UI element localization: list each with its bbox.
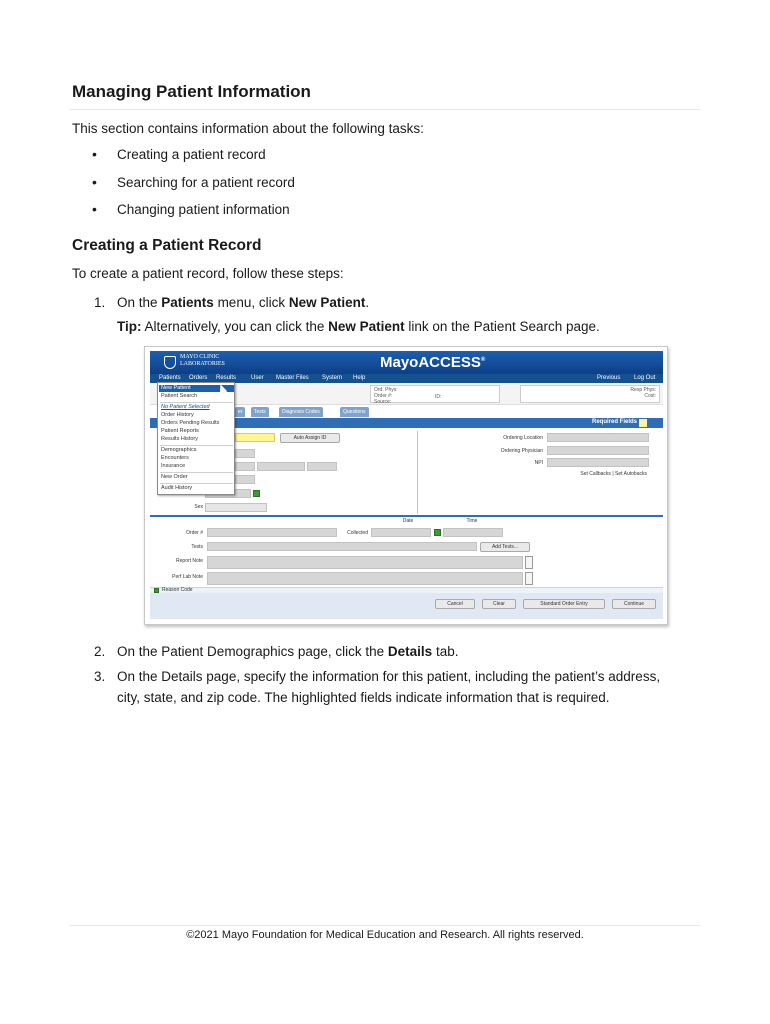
menu-item-no-patient: No Patient Selected bbox=[161, 404, 210, 410]
report-note-label: Report Note bbox=[176, 558, 203, 564]
calendar-icon[interactable] bbox=[253, 490, 260, 497]
middle-name-field[interactable] bbox=[257, 462, 305, 471]
app-name: MayoACCESS® bbox=[380, 354, 486, 371]
patients-dropdown-menu bbox=[157, 382, 235, 495]
order-info-box: Ord. Phys: Order #: Source: bbox=[370, 385, 500, 403]
set-autobacks-link[interactable]: Set Autobacks bbox=[615, 471, 647, 477]
list-item: • Searching for a patient record bbox=[72, 175, 295, 203]
calendar-icon[interactable] bbox=[434, 529, 441, 536]
tip-note: Tip: Alternatively, you can click the New Patient link on the Patient Search page. bbox=[117, 319, 600, 334]
tab-tests[interactable]: Tests bbox=[251, 407, 269, 417]
patient-id-field[interactable] bbox=[235, 433, 275, 442]
step-1 bbox=[94, 292, 694, 313]
intro-text: This section contains information about the following tasks: bbox=[72, 121, 424, 136]
step-3 bbox=[94, 666, 704, 708]
tab-partial[interactable]: er bbox=[235, 407, 245, 417]
ssn-field[interactable] bbox=[235, 475, 255, 484]
ordering-physician-field[interactable] bbox=[547, 446, 649, 455]
date-header: Date bbox=[402, 518, 414, 524]
menu-previous[interactable]: Previous bbox=[597, 375, 621, 381]
tab-diagnosis-codes[interactable]: Diagnosis Codes bbox=[279, 407, 323, 417]
menu-system[interactable]: System bbox=[322, 375, 343, 381]
footer-divider bbox=[70, 925, 700, 926]
menu-patients[interactable]: Patients bbox=[159, 375, 181, 381]
cost-info-box: Resp Phys: Cost: bbox=[520, 385, 660, 403]
add-tests-button[interactable]: Add Tests... bbox=[480, 542, 530, 552]
step-number: 3. bbox=[94, 669, 106, 684]
mayo-shield-icon bbox=[164, 356, 176, 369]
menu-results[interactable]: Results bbox=[216, 375, 237, 381]
continue-button[interactable]: Continue bbox=[612, 599, 656, 609]
perf-lab-note-label: Perf Lab Note bbox=[172, 574, 203, 580]
auto-assign-button[interactable]: Auto Assign ID bbox=[280, 433, 340, 443]
form-divider bbox=[417, 431, 418, 514]
steps-intro: To create a patient record, follow these steps: bbox=[72, 266, 344, 281]
sex-select[interactable] bbox=[205, 503, 267, 512]
set-callbacks-link[interactable]: Set Callbacks bbox=[580, 471, 611, 477]
collected-date-field[interactable] bbox=[371, 528, 431, 537]
menu-master-files[interactable]: Master Files bbox=[276, 375, 309, 381]
callback-links: Set Callbacks | Set Autobacks bbox=[580, 471, 647, 477]
section-divider bbox=[150, 515, 663, 517]
reason-label: Reason Code bbox=[162, 587, 193, 593]
app-banner bbox=[150, 351, 663, 374]
page-title: Managing Patient Information bbox=[72, 82, 311, 101]
scroll-arrows-icon[interactable] bbox=[525, 556, 533, 569]
menu-item-orders-pending[interactable]: Orders Pending Results bbox=[161, 420, 220, 426]
collected-time-field[interactable] bbox=[443, 528, 503, 537]
sex-label: Sex bbox=[194, 504, 203, 510]
report-note-field[interactable] bbox=[207, 556, 523, 569]
menu-item-order-history[interactable]: Order History bbox=[161, 412, 194, 418]
order-number-label: Order # bbox=[186, 530, 203, 536]
required-fields-label: Required Fields bbox=[591, 419, 637, 425]
standard-order-entry-button[interactable]: Standard Order Entry bbox=[523, 599, 605, 609]
collected-label: Collected bbox=[347, 530, 368, 536]
step-text: On the Patients menu, click New Patient. bbox=[117, 295, 370, 310]
step-number: 2. bbox=[94, 644, 106, 659]
ordering-physician-label: Ordering Physician bbox=[500, 448, 543, 454]
logo-text: MAYO CLINIC LABORATORIES bbox=[180, 354, 225, 367]
scroll-arrows-icon[interactable] bbox=[525, 572, 533, 585]
menu-separator bbox=[160, 483, 233, 484]
step-2 bbox=[94, 641, 694, 662]
order-number-field[interactable] bbox=[207, 528, 337, 537]
menu-separator bbox=[160, 472, 233, 473]
menu-separator bbox=[160, 445, 233, 446]
title-divider bbox=[70, 109, 700, 110]
button-bar bbox=[150, 593, 663, 619]
ordering-location-field[interactable] bbox=[547, 433, 649, 442]
tests-label: Tests bbox=[191, 544, 203, 550]
task-list bbox=[72, 147, 295, 230]
perf-lab-note-field[interactable] bbox=[207, 572, 523, 585]
tab-questions[interactable]: Questions bbox=[340, 407, 369, 417]
menu-item-new-order[interactable]: New Order bbox=[161, 474, 188, 480]
suffix-field[interactable] bbox=[307, 462, 337, 471]
tab-strip bbox=[235, 407, 495, 417]
menu-separator bbox=[160, 402, 233, 403]
clear-button[interactable]: Clear bbox=[482, 599, 516, 609]
menu-item-results-history[interactable]: Results History bbox=[161, 436, 198, 442]
menu-orders[interactable]: Orders bbox=[189, 375, 208, 381]
id-label: ID: bbox=[435, 394, 442, 400]
menu-user[interactable]: User bbox=[251, 375, 264, 381]
menu-item-new-patient[interactable]: New Patient bbox=[161, 385, 191, 391]
tests-field[interactable] bbox=[207, 542, 477, 551]
npi-field[interactable] bbox=[547, 458, 649, 467]
first-name-field[interactable] bbox=[235, 462, 255, 471]
menu-item-insurance[interactable]: Insurance bbox=[161, 463, 186, 469]
step-number: 1. bbox=[94, 295, 106, 310]
step-text: On the Details page, specify the information for this patient, including the patient’s address, city, state, and zip code. The highlighted fields indicate information that is required. bbox=[117, 669, 661, 705]
required-swatch bbox=[639, 419, 647, 427]
menu-logout[interactable]: Log Out bbox=[634, 375, 656, 381]
cancel-button[interactable]: Cancel bbox=[435, 599, 475, 609]
menu-item-patient-search[interactable]: Patient Search bbox=[161, 393, 198, 399]
list-item: • Changing patient information bbox=[72, 202, 295, 230]
name-field[interactable] bbox=[235, 449, 255, 458]
time-header: Time bbox=[466, 518, 478, 524]
section-heading: Creating a Patient Record bbox=[72, 237, 262, 254]
menu-item-demographics[interactable]: Demographics bbox=[161, 447, 197, 453]
mayoaccess-screenshot bbox=[144, 346, 668, 625]
list-item: • Creating a patient record bbox=[72, 147, 295, 175]
step-text: On the Patient Demographics page, click the Details tab. bbox=[117, 644, 459, 659]
ordering-location-label: Ordering Location bbox=[503, 435, 543, 441]
npi-label: NPI bbox=[534, 460, 543, 466]
menu-help[interactable]: Help bbox=[353, 375, 366, 381]
menu-item-patient-reports[interactable]: Patient Reports bbox=[161, 428, 199, 434]
menu-item-audit-history[interactable]: Audit History bbox=[161, 485, 193, 491]
menu-item-encounters[interactable]: Encounters bbox=[161, 455, 189, 461]
copyright-footer: ©2021 Mayo Foundation for Medical Education and Research. All rights reserved. bbox=[186, 929, 584, 941]
